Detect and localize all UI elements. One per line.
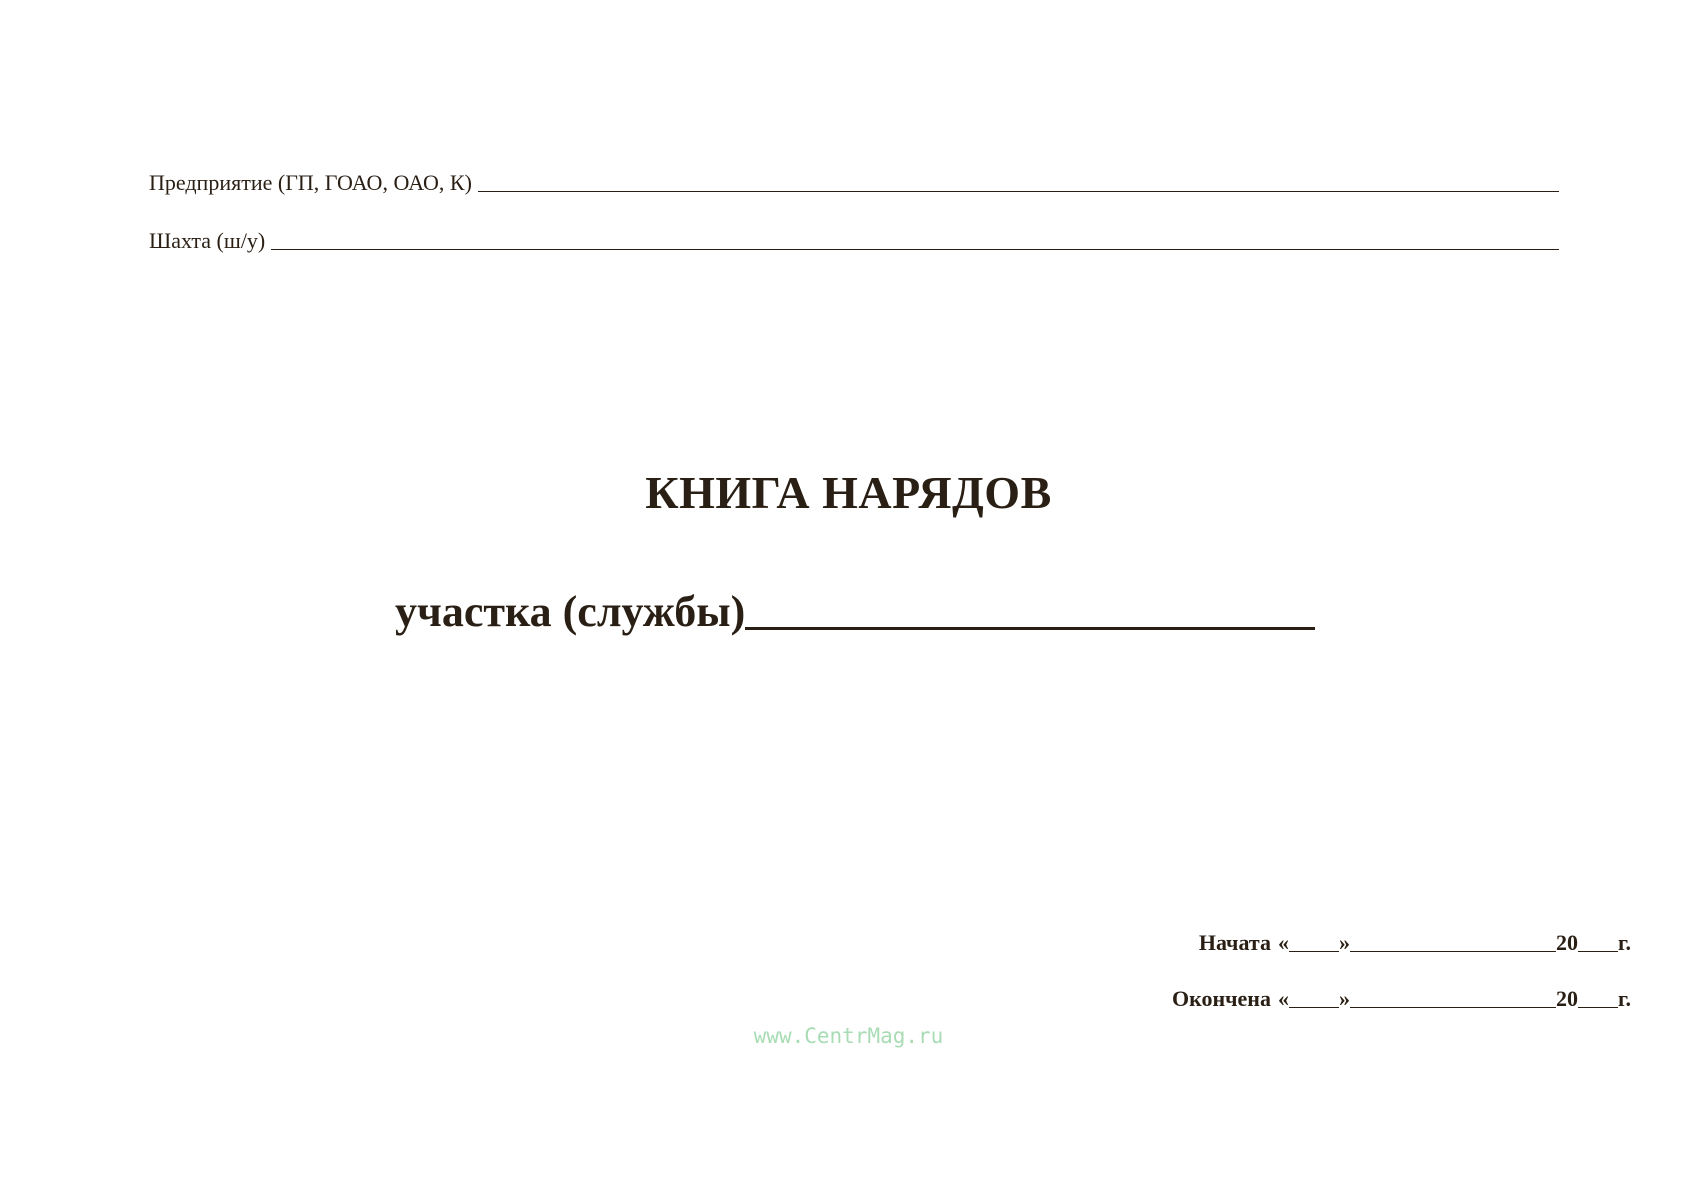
mine-field <box>149 230 1559 252</box>
watermark: www.CentrMag.ru <box>753 1024 944 1048</box>
subtitle-label: участка (службы) <box>395 587 746 636</box>
enterprise-label: Предприятие (ГП, ГОАО, ОАО, К) <box>149 170 472 195</box>
end-date-label: Окончена <box>1171 986 1271 1011</box>
page-title: КНИГА НАРЯДОВ <box>645 467 1052 518</box>
subtitle-blank-line[interactable] <box>745 627 1315 630</box>
end-date-field <box>1172 988 1631 1010</box>
start-day-blank[interactable] <box>1289 951 1339 952</box>
start-century: 20 <box>1555 930 1578 955</box>
start-month-blank[interactable] <box>1350 951 1556 952</box>
start-year-blank[interactable] <box>1578 951 1618 952</box>
end-close-quote: » <box>1338 986 1350 1011</box>
end-year-blank[interactable] <box>1578 1007 1618 1008</box>
start-open-quote: « <box>1277 930 1289 955</box>
mine-blank-line[interactable] <box>271 249 1559 250</box>
end-day-blank[interactable] <box>1289 1007 1339 1008</box>
start-date-label: Начата <box>1198 930 1271 955</box>
end-year-suffix: г. <box>1617 986 1631 1011</box>
subtitle-field <box>395 587 1315 636</box>
enterprise-blank-line[interactable] <box>478 191 1559 192</box>
end-month-blank[interactable] <box>1350 1007 1556 1008</box>
enterprise-field <box>149 172 1559 194</box>
end-open-quote: « <box>1277 986 1289 1011</box>
start-year-suffix: г. <box>1617 930 1631 955</box>
start-close-quote: » <box>1338 930 1350 955</box>
end-century: 20 <box>1555 986 1578 1011</box>
mine-label: Шахта (ш/у) <box>149 228 266 253</box>
start-date-field <box>1199 932 1631 954</box>
